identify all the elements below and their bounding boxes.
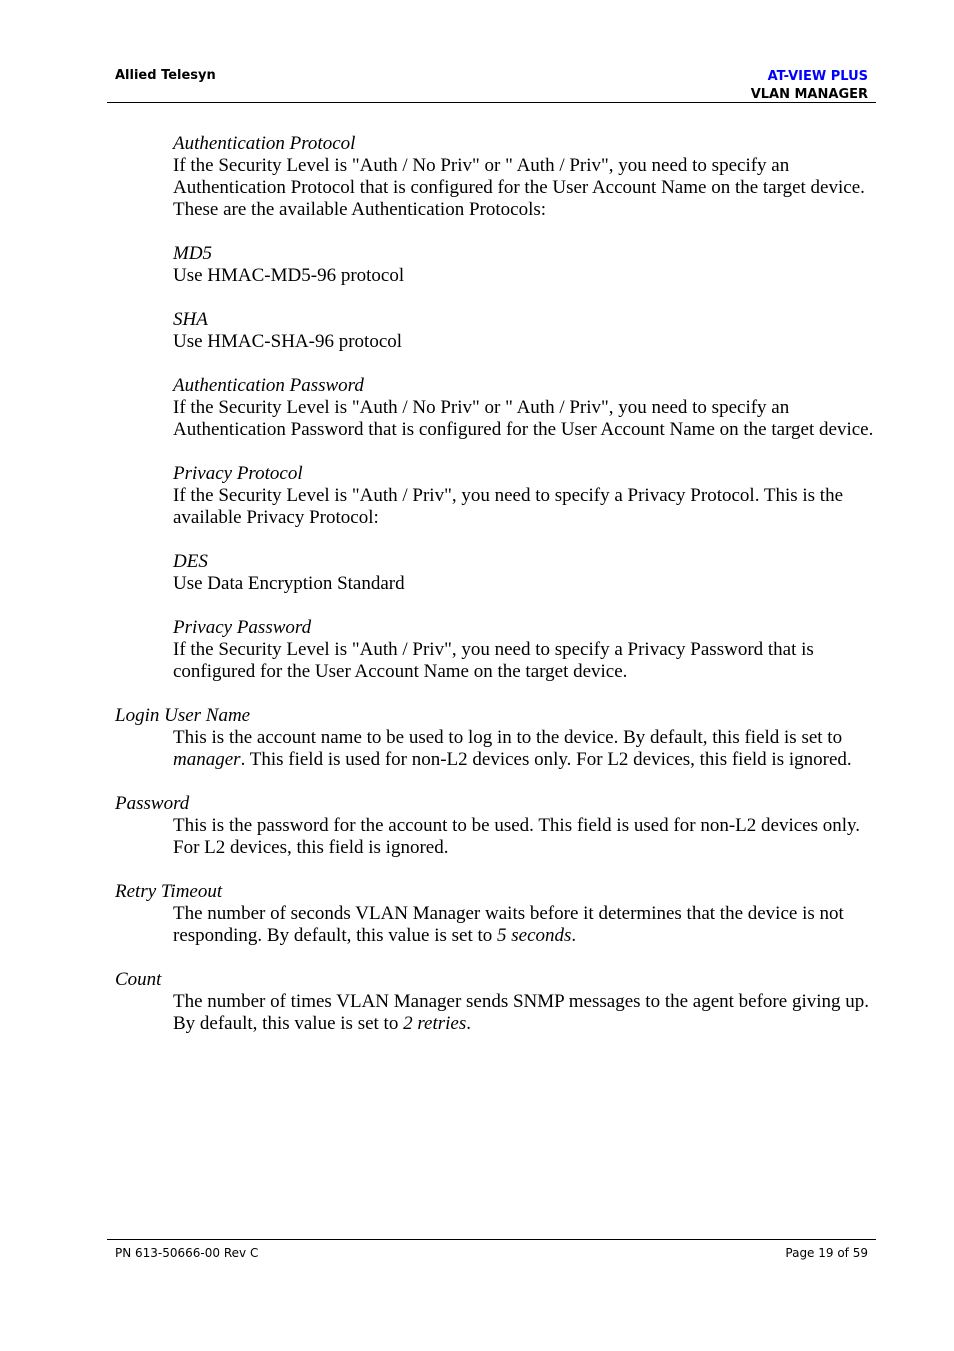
def-privacy-password: If the Security Level is "Auth / Priv", you need to specify a Privacy Password that is configured for the User Account Name on the target device. <box>173 639 814 682</box>
def-login-user-name-part2: . This field is used for non-L2 devices only. For L2 devices, this field is ignored. <box>240 749 852 770</box>
def-sha: Use HMAC-SHA-96 protocol <box>173 331 403 352</box>
term-sha: SHA <box>173 309 208 330</box>
def-retry-timeout-part1: The number of seconds VLAN Manager waits before it determines that the device is not responding. By default, this value is set to <box>173 903 844 946</box>
module-name: VLAN MANAGER <box>750 87 868 102</box>
section-login-user-name <box>115 705 875 771</box>
section-retry-timeout <box>115 881 875 947</box>
term-count: Count <box>115 969 162 990</box>
def-auth-protocol-list-intro: These are the available Authentication Protocols: <box>173 199 547 220</box>
term-auth-password: Authentication Password <box>173 375 364 396</box>
term-privacy-protocol: Privacy Protocol <box>173 463 303 484</box>
def-auth-password: If the Security Level is "Auth / No Priv" or " Auth / Priv", you need to specify an Authentication Password that is configured for the User Account Name on the target device. <box>173 397 874 440</box>
term-login-user-name: Login User Name <box>115 705 251 726</box>
term-des: DES <box>173 551 208 572</box>
def-retry-timeout-part2: . <box>571 925 577 946</box>
def-login-user-name-part1: This is the account name to be used to log in to the device. By default, this field is set to <box>173 727 843 748</box>
def-login-user-name <box>115 727 875 771</box>
def-des: Use Data Encryption Standard <box>173 573 405 594</box>
def-privacy-protocol: If the Security Level is "Auth / Priv", you need to specify a Privacy Protocol. This is the available Privacy Protocol: <box>173 485 844 528</box>
default-manager-value: manager <box>173 749 241 770</box>
product-name: AT-VIEW PLUS <box>767 69 868 84</box>
header-product-block <box>751 68 868 104</box>
part-number: PN 613-50666-00 Rev C <box>115 1246 259 1260</box>
section-auth-password <box>115 375 875 441</box>
term-password: Password <box>115 793 190 814</box>
section-md5 <box>115 243 875 287</box>
default-count-value: 2 retries <box>403 1013 467 1034</box>
def-retry-timeout <box>115 903 875 947</box>
term-md5: MD5 <box>173 243 213 264</box>
page-number: Page 19 of 59 <box>785 1246 868 1260</box>
section-password <box>115 793 875 859</box>
section-count <box>115 969 875 1035</box>
term-privacy-password: Privacy Password <box>173 617 312 638</box>
def-md5: Use HMAC-MD5-96 protocol <box>173 265 405 286</box>
section-privacy-protocol <box>115 463 875 529</box>
company-name: Allied Telesyn <box>115 68 216 83</box>
default-timeout-value: 5 seconds <box>497 925 572 946</box>
def-password: This is the password for the account to be used. This field is used for non-L2 devices only. For L2 devices, this field is ignored. <box>173 815 861 858</box>
term-retry-timeout: Retry Timeout <box>115 881 223 902</box>
term-auth-protocol: Authentication Protocol <box>173 133 356 154</box>
page-footer <box>107 1239 876 1260</box>
document-body <box>115 133 875 1035</box>
section-privacy-password <box>115 617 875 683</box>
section-auth-protocol <box>115 133 875 221</box>
def-count <box>115 991 875 1035</box>
def-count-part2: . <box>466 1013 471 1034</box>
section-des <box>115 551 875 595</box>
section-sha <box>115 309 875 353</box>
def-auth-protocol: If the Security Level is "Auth / No Priv" or " Auth / Priv", you need to specify an Authentication Protocol that is configured for the User Account Name on the target device. <box>173 155 865 198</box>
def-count-part1: The number of times VLAN Manager sends SNMP messages to the agent before giving up. By default, this value is set to <box>173 991 870 1034</box>
page-header <box>107 66 876 103</box>
